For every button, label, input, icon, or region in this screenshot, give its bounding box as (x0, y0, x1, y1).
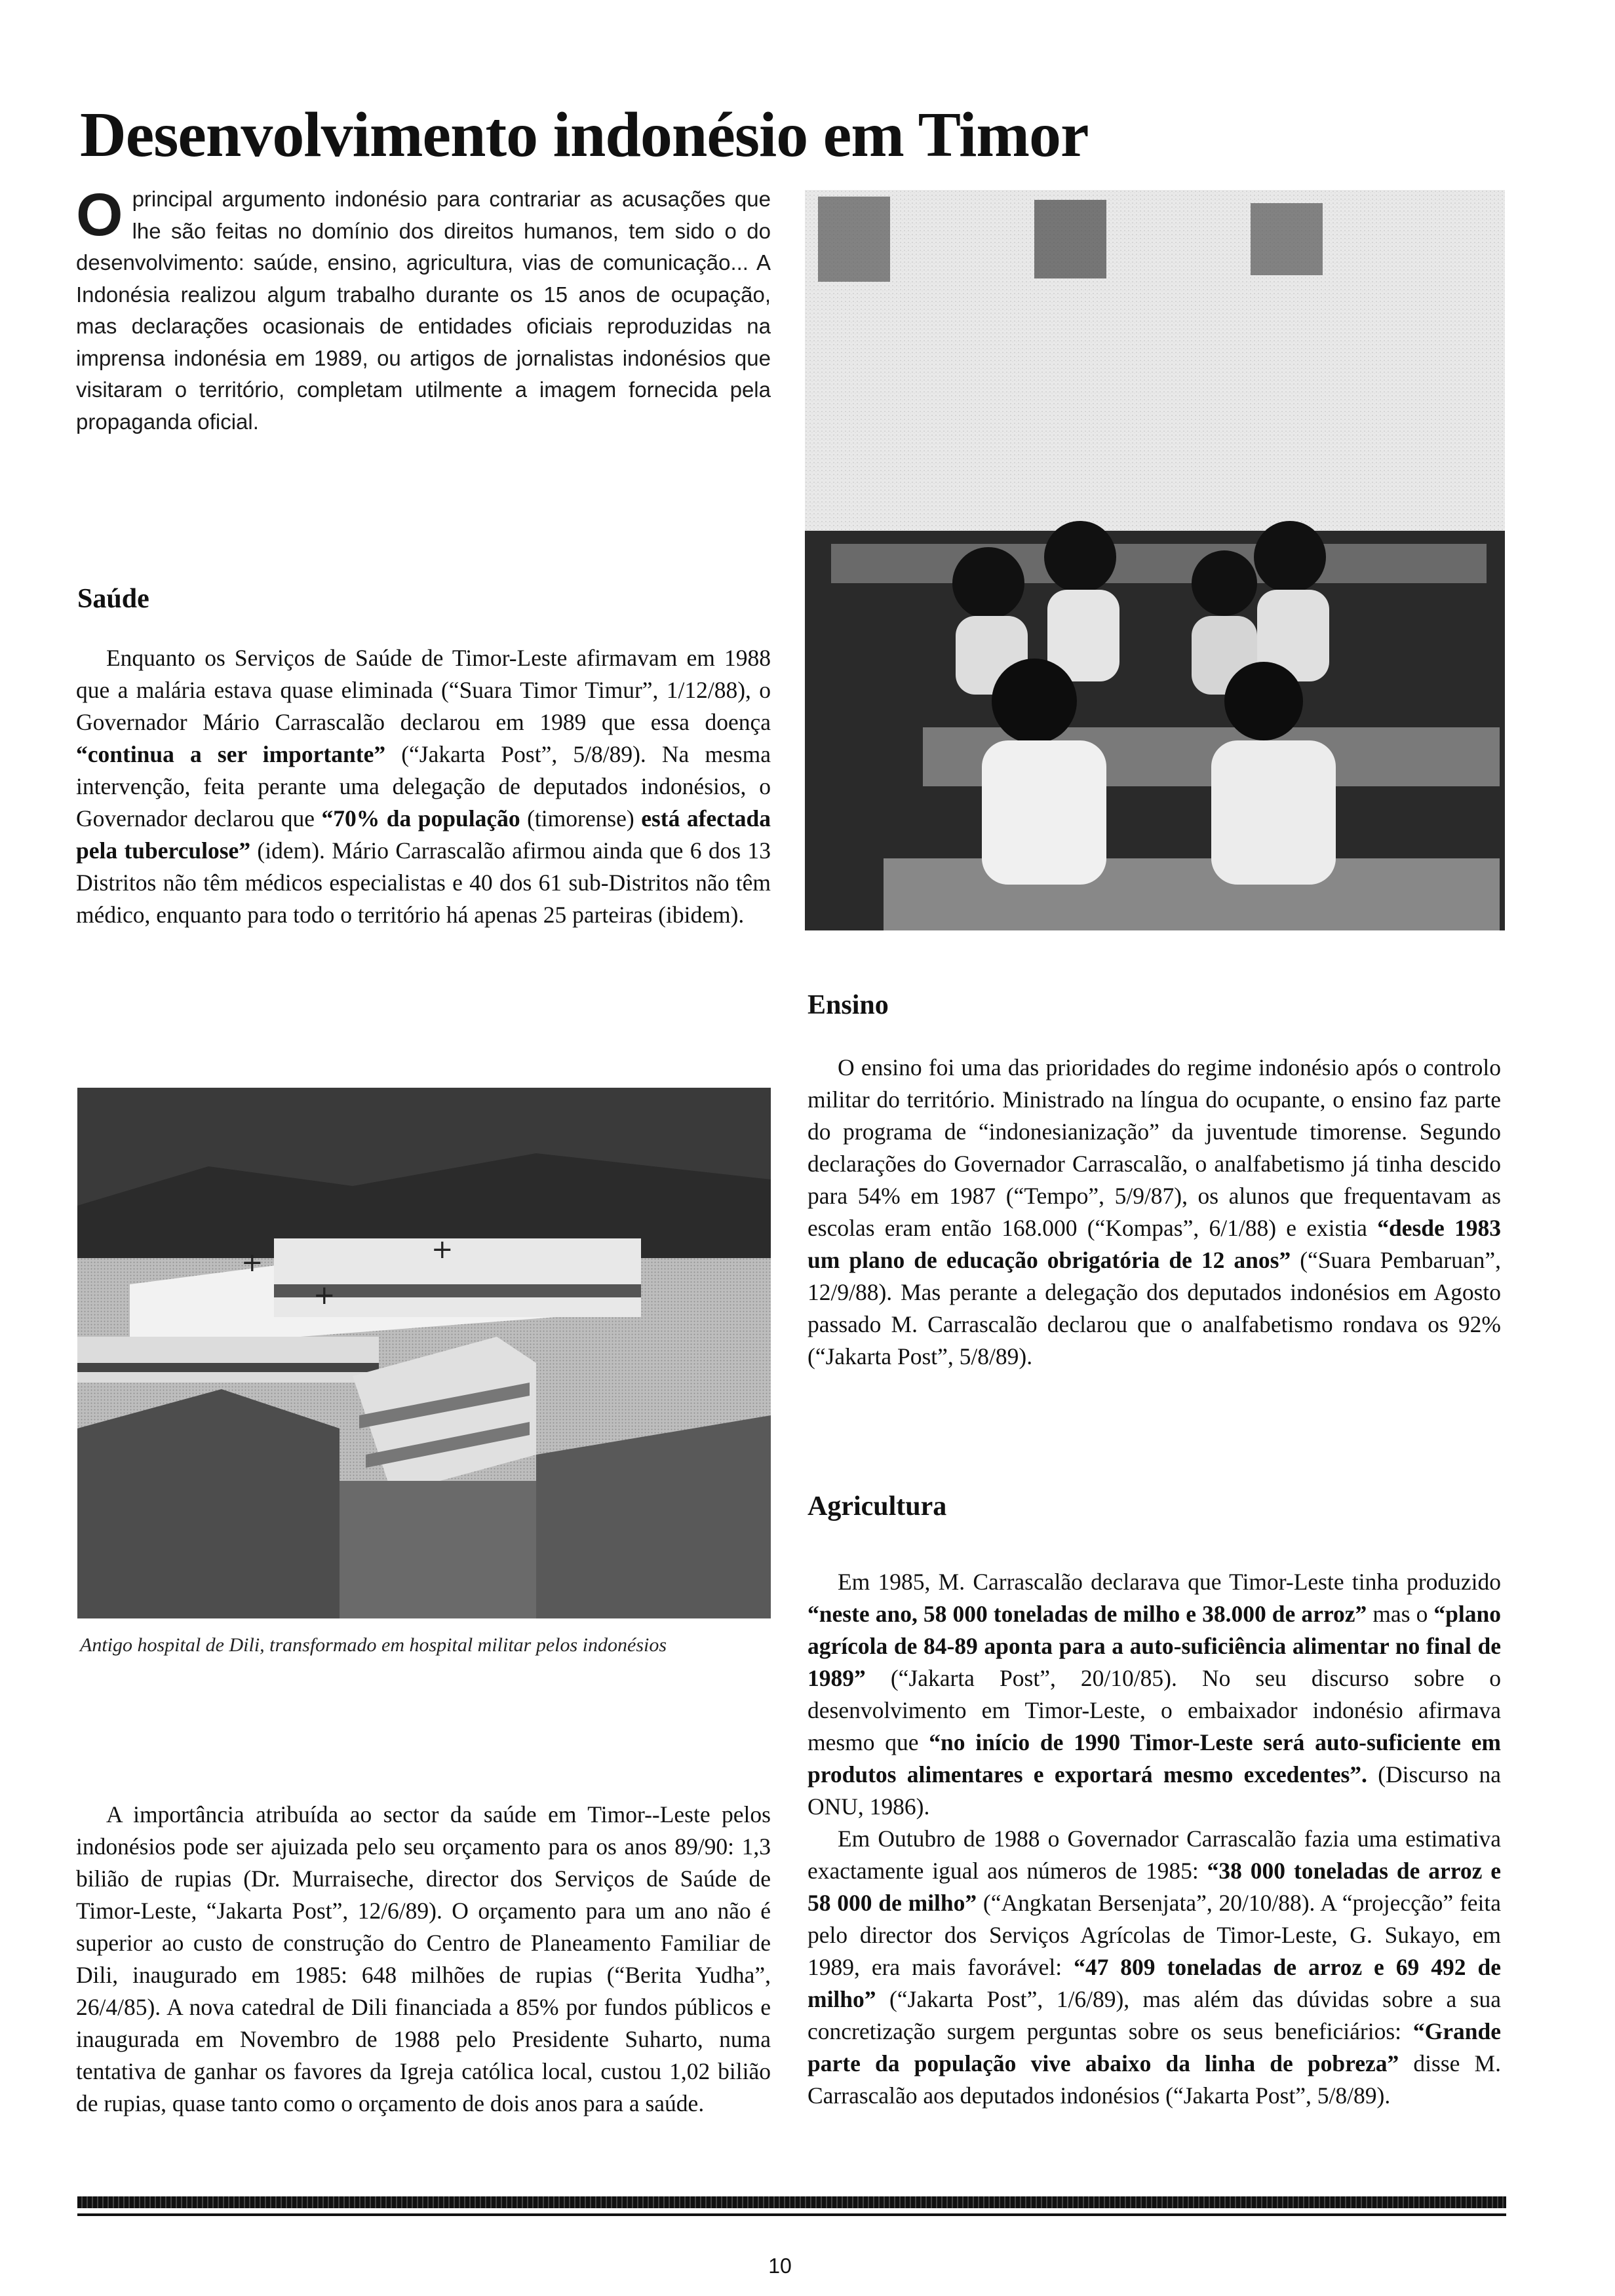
footer-thick-bar (77, 2196, 1506, 2208)
text-run: (Discurso na ONU, 1986). (808, 1761, 1501, 1820)
bold-run: está afectada pela tuberculose” (76, 805, 771, 864)
classroom-photo (805, 190, 1505, 930)
text-run: (“Angkatan Bersenjata”, 20/10/88). A “projecção” feita pelo director dos Serviços Agrícolas de Timor-Leste, G. Sukayo, em 1989, era mais favorável: (808, 1890, 1501, 1980)
text-run: (“Jakarta Post”, 20/10/85). No seu discurso sobre o desenvolvimento em Timor-Leste, o embaixador indonésio afirmava mesmo que (808, 1665, 1501, 1755)
bold-run: “70% da população (321, 805, 520, 832)
agricultura-paragraphs (808, 1566, 1501, 2112)
text-run: (“Jakarta Post”, 1/6/89), mas além das dúvidas sobre a sua concretização surgem perguntas sobre os seus beneficiários: (808, 1986, 1501, 2044)
drop-cap: O (76, 182, 123, 248)
page-number: 10 (768, 2254, 792, 2278)
svg-text:+: + (431, 1234, 454, 1265)
photo-caption: Antigo hospital de Dili, transformado em hospital militar pelos indonésios (80, 1634, 667, 1656)
bold-run: “Grande parte da população vive abaixo da linha de pobreza” (808, 2018, 1501, 2076)
bold-run: “neste ano, 58 000 toneladas de milho e 38.000 de arroz” (808, 1601, 1367, 1627)
bold-run: “continua a ser importante” (76, 741, 386, 767)
section-heading-agricultura: Agricultura (808, 1491, 947, 1521)
text-run: Enquanto os Serviços de Saúde de Timor-Leste afirmavam em 1988 que a malária estava quase eliminada (“Suara Timor Timur”, 1/12/88), o Governador Mário Carrascalão declarou em 1989 que essa doença (76, 645, 771, 735)
text-run: mas o (1367, 1601, 1434, 1627)
section-heading-ensino: Ensino (808, 990, 889, 1020)
intro-paragraph (76, 183, 771, 438)
text-run: O ensino foi uma das prioridades do regime indonésio após o controlo militar do território. Ministrado na língua do ocupante, o ensino faz parte do programa de “indonesianização” da juventude timorense. Segundo declarações do Governador Carrascalão, o analfabetismo já tinha descido para 54% em 1987 (“Tempo”, 5/9/87), os alunos que frequentavam as escolas eram então 168.000 (“Kompas”, 6/1/88) e existia (808, 1054, 1501, 1241)
bold-run: “38 000 toneladas de arroz e 58 000 de milho” (808, 1858, 1501, 1916)
saude-paragraph-1 (76, 642, 771, 931)
section-heading-saude: Saúde (77, 584, 149, 614)
bold-run: “plano agrícola de 84-89 aponta para a auto-suficiência alimentar no final de 1989” (808, 1601, 1501, 1691)
text-run: Em Outubro de 1988 o Governador Carrascalão fazia uma estimativa exactamente igual aos números de 1985: (808, 1826, 1501, 1884)
text-run: disse M. Carrascalão aos deputados indonésios (“Jakarta Post”, 5/8/89). (808, 2050, 1501, 2109)
bold-run: “desde 1983 um plano de educação obrigatória de 12 anos” (808, 1215, 1501, 1273)
text-run: Em 1985, M. Carrascalão declarava que Timor-Leste tinha produzido (838, 1569, 1501, 1595)
ensino-paragraph (808, 1052, 1501, 1373)
text-run: (“Suara Pembaruan”, 12/9/88). Mas perante a delegação dos deputados indonésios em Agosto passado M. Carrascalão declarou que o analfabetismo rondava os 92% (“Jakarta Post”, 5/8/89). (808, 1247, 1501, 1369)
hospital-photo (77, 1088, 771, 1618)
saude-paragraph-2 (76, 1799, 771, 2120)
svg-text:+: + (313, 1280, 336, 1311)
intro-text: principal argumento indonésio para contrariar as acusações que lhe são feitas no domínio dos direitos humanos, tem sido o do desenvolvimento: saúde, ensino, agricultura, vias de comunicação... A Indonésia realizou algum trabalho durante os 15 anos de ocupação, mas declarações ocasionais de entidades oficiais reproduzidas na imprensa indonésia em 1989, ou artigos de jornalistas indonésios que visitaram o território, completam utilmente a imagem fornecida pela propaganda oficial. (76, 187, 771, 434)
text-run: A importância atribuída ao sector da saúde em Timor--Leste pelos indonésios pode ser ajuizada pelo seu orçamento para os anos 89/90: 1,3 bilião de rupias (Dr. Murraiseche, director dos Serviços de Saúde de Timor-Leste, “Jakarta Post”, 12/6/89). O orçamento para um ano não é superior ao custo de construção do Centro de Planeamento Familiar de Dili, inaugurado em 1985: 648 milhões de rupias (“Berita Yudha”, 26/4/85). A nova catedral de Dili financiada a 85% por fundos públicos e inaugurada em Novembro de 1988 pelo Presidente Suharto, numa tentativa de ganhar os favores da Igreja católica local, custou 1,02 bilião de rupias, quase tanto como o orçamento de dois anos para a saúde. (76, 1801, 771, 2116)
bold-run: “47 809 toneladas de arroz e 69 492 de milho” (808, 1954, 1501, 2012)
text-run: (timorense) (520, 805, 642, 832)
bold-run: “no início de 1990 Timor-Leste será auto-suficiente em produtos alimentares e exportará mesmo excedentes”. (808, 1729, 1501, 1788)
text-run: (“Jakarta Post”, 5/8/89). Na mesma intervenção, feita perante uma delegação de deputados indonésios, o Governador declarou que (76, 741, 771, 832)
svg-text:+: + (241, 1248, 263, 1278)
text-run: (idem). Mário Carrascalão afirmou ainda que 6 dos 13 Distritos não têm médicos especialistas e 40 dos 61 sub-Distritos não têm médico, enquanto para todo o território há apenas 25 parteiras (ibidem). (76, 837, 771, 928)
footer-thin-bar (77, 2213, 1506, 2216)
footer-rule (77, 2196, 1506, 2216)
page-title: Desenvolvimento indonésio em Timor (80, 100, 1089, 170)
